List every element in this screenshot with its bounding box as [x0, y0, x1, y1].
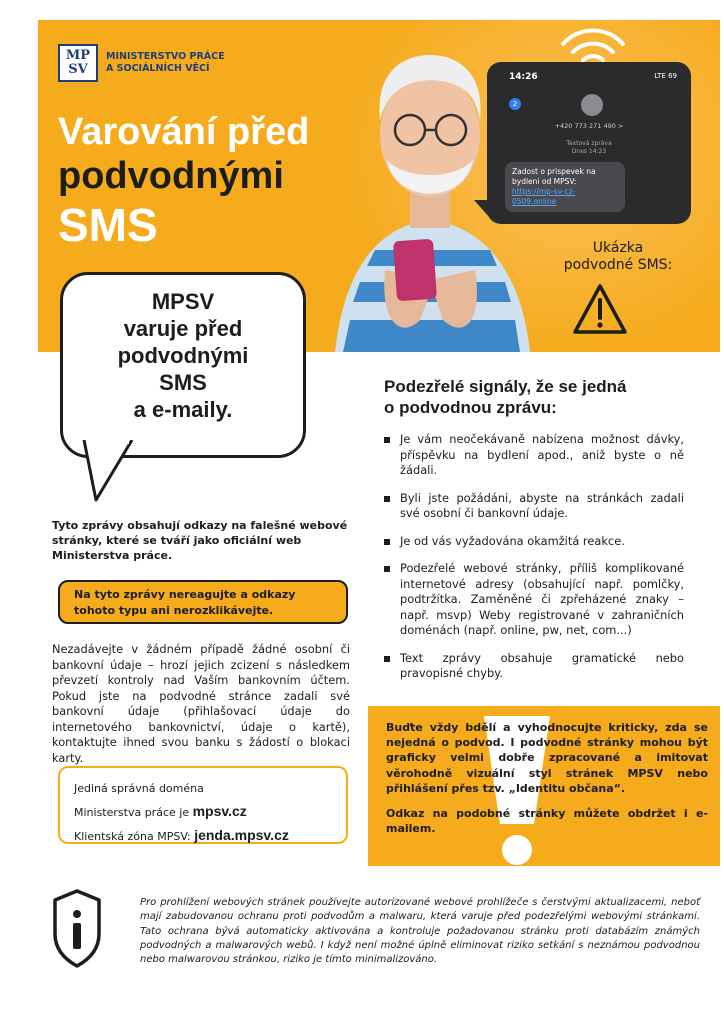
- list-item: Je vám neočekávaně nabízena možnost dávky, příspěvku na bydlení apod., aniž byste o ně žádali.: [384, 432, 684, 479]
- phone-callout-tail: [474, 200, 490, 218]
- signals-list: [384, 432, 684, 694]
- title-line-2: podvodnými: [58, 155, 284, 197]
- domain-line-2: [74, 800, 332, 824]
- alert-text: [386, 720, 708, 836]
- speech-bubble-tail: [82, 440, 142, 506]
- logo-mark-bottom: SV: [68, 62, 88, 77]
- sms-screenshot: [487, 62, 691, 224]
- official-domain: mpsv.cz: [192, 803, 247, 819]
- official-domains-box: [58, 766, 348, 844]
- client-zone-prefix: Klientská zóna MPSV:: [74, 830, 195, 843]
- speech-bubble-text: [60, 288, 306, 423]
- message-type: Textová zpráva: [566, 140, 612, 147]
- bank-warning-text: Nezadávejte v žádném případě žádné osobní či bankovní údaje – hrozí jejich zcizení s následkem převzetí kontroly nad Vaším bankovním účtem. Pokud jste na podvodné stránce zadali své bankovní údaje (přihlašovací údaje do internetového bankovnictví, údaje o kartě), kontaktujte ihned svou banku s žádostí o blokaci karty.: [52, 642, 350, 765]
- sender-number: +420 773 271 490 >: [554, 122, 624, 130]
- logo-text: [106, 51, 246, 75]
- mpsv-logo: [58, 44, 246, 82]
- phone-time: 14:26: [509, 72, 538, 82]
- sample-label-line-1: Ukázka: [592, 240, 644, 256]
- title-line-1: Varování před: [58, 111, 310, 153]
- info-shield-icon: [52, 888, 102, 970]
- list-item: Je od vás vyžadována okamžitá reakce.: [384, 534, 684, 550]
- alert-paragraph-2: Odkaz na podobné stránky můžete obdržet i e-mailem.: [386, 807, 708, 836]
- sms-fake-link: https://mp-sv-cz-0509.online: [512, 187, 576, 206]
- signals-heading-line-2: o podvodnou zprávu:: [384, 398, 557, 417]
- list-item: Text zprávy obsahuje gramatické nebo pravopisné chyby.: [384, 651, 684, 682]
- sample-label-line-2: podvodné SMS:: [563, 257, 673, 273]
- browser-advice-text: Pro prohlížení webových stránek používejte autorizované webové prohlížeče s čerstvými aktualizacemi, neboť mají zabudovanou ochranu proti podvodům a malwaru, která varuje před podezřelými webovými stránkami. Tato ochrana bývá automaticky aktivována a kontroluje požadovanou stránku proti databázím známých podvodných a malwarových webů. I když není možné úplně eliminovat riziko setkání s neznámou podvodnou nebo malwarovou stránkou, riziko je tímto minimalizováno.: [140, 897, 700, 966]
- message-date: Dnes 14:23: [571, 148, 607, 155]
- list-item: Podezřelé webové stránky, příliš komplikované internetové adresy (obsahující např. pomlčky, podtržítka. Zaměněné či zpřeházené znaky – např. msvp) Weby registrované v zahraničních doménách (např. online, pw, net, com...): [384, 561, 684, 639]
- list-item: Byli jste požádáni, abyste na stránkách zadali své osobní či bankovní údaje.: [384, 491, 684, 522]
- domain-prefix: Ministerstva práce je: [74, 806, 193, 819]
- bubble-line-5: a e-maily.: [133, 397, 233, 422]
- sms-message-text: Zadost o prispevek na bydleni od MPSV:: [512, 167, 596, 186]
- domain-line-1: Jediná správná doména: [74, 782, 204, 795]
- do-not-click-box: Na tyto zprávy nereagujte a odkazy tohoto typu ani nerozklikávejte.: [58, 580, 348, 624]
- signals-heading: [384, 376, 684, 418]
- wifi-icon: [558, 26, 628, 66]
- bubble-line-3: podvodnými: [117, 343, 249, 368]
- mpsv-logo-mark: [58, 44, 98, 82]
- bubble-line-4: SMS: [159, 370, 207, 395]
- sms-message-bubble: [505, 162, 625, 212]
- signals-heading-line-1: Podezřelé signály, že se jedná: [384, 377, 627, 396]
- contact-avatar-icon: [581, 94, 603, 116]
- domain-line-3: [74, 824, 332, 848]
- warning-triangle-icon: [572, 282, 628, 336]
- logo-mark-top: MP: [65, 48, 91, 63]
- phone-signal: LTE 69: [654, 72, 677, 80]
- logo-line-1: MINISTERSTVO PRÁCE: [106, 51, 225, 62]
- title-line-3: SMS: [58, 199, 158, 251]
- page-title: [58, 110, 309, 252]
- logo-line-2: A SOCIÁLNÍCH VĚCÍ: [106, 63, 210, 74]
- client-zone-domain: jenda.mpsv.cz: [194, 827, 289, 843]
- bubble-line-1: MPSV: [151, 289, 215, 314]
- sample-sms-label: [548, 240, 688, 274]
- intro-text: Tyto zprávy obsahují odkazy na falešné webové stránky, které se tváří jako oficiální web Ministerstva práce.: [52, 519, 348, 562]
- bubble-line-2: varuje před: [123, 316, 243, 341]
- back-badge-icon: 2: [509, 98, 521, 110]
- alert-paragraph-1: Buďte vždy bdělí a vyhodnocujte kriticky, zda se nejedná o podvod. I podvodné stránky mohou být graficky velmi dobře zpracované a imitovat věrohodně vizuální styl stránek MPSV nebo přihlášení přes tzv. „Identitu občana“.: [386, 721, 708, 795]
- message-meta: [487, 140, 691, 156]
